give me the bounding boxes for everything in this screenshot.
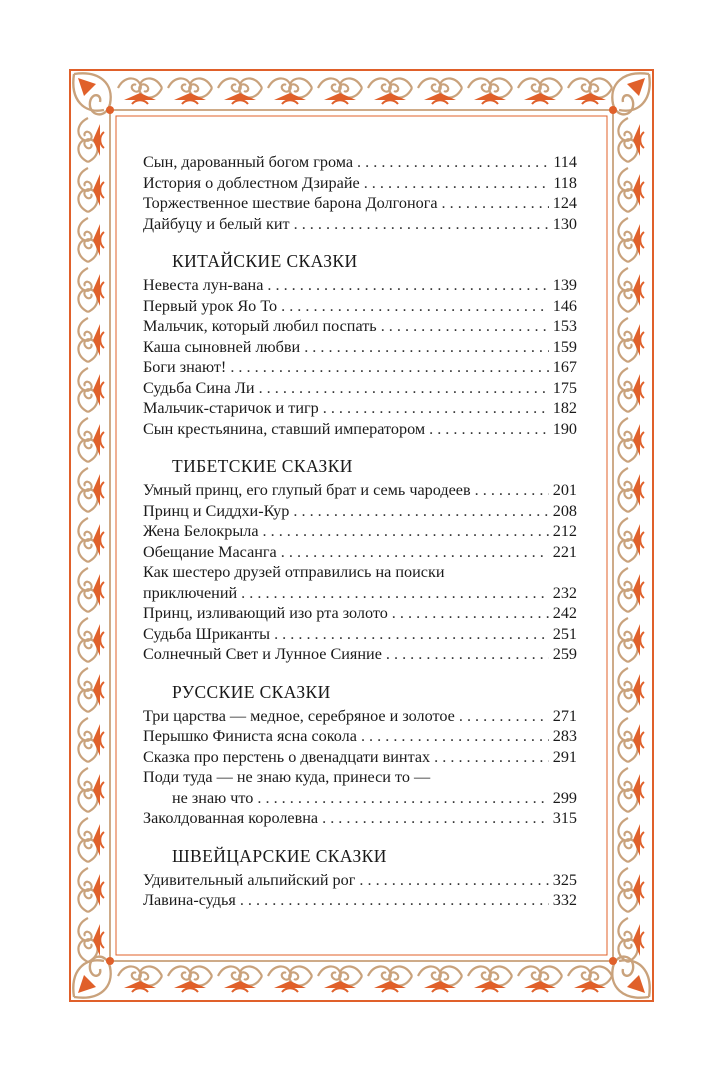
toc-entry-multiline xyxy=(143,767,577,808)
toc-entry xyxy=(143,747,577,768)
toc-entry-title: История о доблестном Дзирайе xyxy=(143,173,360,192)
toc-entry xyxy=(143,214,577,235)
toc-entry-page: 242 xyxy=(552,604,577,622)
toc-entry xyxy=(143,296,577,317)
toc-entry-title-line1: Поди туда — не знаю куда, принеси то — xyxy=(143,768,431,786)
toc-entry xyxy=(143,644,577,665)
toc-entry-title: Жена Белокрыла xyxy=(143,522,259,540)
toc-entry-page: 208 xyxy=(552,501,577,520)
toc-entry-title: Дайбуцу и белый кит xyxy=(143,214,290,233)
dot-leader xyxy=(263,521,549,542)
toc-entry-title: Сын крестьянина, ставший императором xyxy=(143,419,426,438)
toc-entry-title: Мальчик-старичок и тигр xyxy=(143,399,319,417)
toc-entry-page: 221 xyxy=(552,542,577,561)
toc-entry-title: приключений xyxy=(143,583,238,602)
toc-entry xyxy=(143,890,577,911)
dot-leader xyxy=(241,583,549,604)
toc-entry-title: Лавина-судья xyxy=(143,891,236,909)
dot-leader xyxy=(429,419,549,440)
toc-entry xyxy=(143,501,577,522)
toc-entry xyxy=(143,193,577,214)
table-of-contents xyxy=(143,152,577,911)
toc-entry xyxy=(143,378,577,399)
toc-entry xyxy=(143,624,577,645)
toc-entry-title: Принц, изливающий изо рта золото xyxy=(143,604,388,622)
toc-entry-title: Умный принц, его глупый брат и семь чародеев xyxy=(143,481,471,499)
toc-entry-page: 114 xyxy=(553,153,577,171)
toc-entry-page: 130 xyxy=(552,214,577,233)
dot-leader xyxy=(386,644,549,665)
dot-leader xyxy=(257,788,548,809)
toc-entry-page: 124 xyxy=(552,194,577,212)
dot-leader xyxy=(293,501,548,522)
section-title-chinese: КИТАЙСКИЕ СКАЗКИ xyxy=(172,251,358,271)
dot-leader xyxy=(281,542,549,563)
toc-entry-title: Мальчик, который любил поспать xyxy=(143,317,377,335)
dot-leader xyxy=(361,726,549,747)
toc-entry-page: 212 xyxy=(552,522,577,540)
toc-entry-page: 175 xyxy=(552,378,577,397)
dot-leader xyxy=(434,747,549,768)
dot-leader xyxy=(392,603,549,624)
toc-entry-page: 259 xyxy=(552,645,577,663)
toc-entry xyxy=(143,726,577,747)
toc-entry-multiline xyxy=(143,562,577,603)
toc-entry-title: Солнечный Свет и Лунное Сияние xyxy=(143,645,382,663)
toc-entry-page: 315 xyxy=(552,809,577,827)
dot-leader xyxy=(322,808,549,829)
toc-entry-page: 182 xyxy=(552,399,577,417)
toc-entry-page: 251 xyxy=(552,624,577,643)
section-title-swiss: ШВЕЙЦАРСКИЕ СКАЗКИ xyxy=(172,845,387,866)
toc-entry-page: 299 xyxy=(552,788,577,807)
toc-entry-page: 291 xyxy=(552,747,577,766)
toc-entry-page: 271 xyxy=(552,706,577,725)
toc-entry xyxy=(143,337,577,358)
dot-leader xyxy=(259,378,549,399)
dot-leader xyxy=(359,870,548,891)
toc-entry-page: 167 xyxy=(552,358,577,376)
dot-leader xyxy=(442,193,549,214)
toc-entry-page: 159 xyxy=(552,337,577,356)
toc-entry xyxy=(143,173,577,194)
toc-entry-title: Первый урок Яо То xyxy=(143,296,278,315)
dot-leader xyxy=(475,480,549,501)
toc-entry-page: 190 xyxy=(552,419,577,438)
toc-entry xyxy=(143,808,577,829)
toc-entry xyxy=(143,603,577,624)
toc-entry xyxy=(143,152,577,173)
toc-entry-title: Каша сыновней любви xyxy=(143,337,301,356)
dot-leader xyxy=(230,357,548,378)
toc-entry xyxy=(143,706,577,727)
toc-entry-title: Обещание Масанга xyxy=(143,542,277,561)
toc-entry xyxy=(143,357,577,378)
toc-entry-page: 332 xyxy=(552,891,577,909)
dot-leader xyxy=(381,316,549,337)
dot-leader xyxy=(294,214,549,235)
toc-entry-page: 201 xyxy=(552,481,577,499)
dot-leader xyxy=(357,152,549,173)
dot-leader xyxy=(364,173,550,194)
toc-entry xyxy=(143,419,577,440)
toc-entry-title: Боги знают! xyxy=(143,358,227,376)
dot-leader xyxy=(274,624,549,645)
toc-entry xyxy=(143,542,577,563)
toc-entry xyxy=(143,316,577,337)
toc-entry xyxy=(143,870,577,891)
dot-leader xyxy=(267,275,548,296)
toc-entry-title: Перышко Финиста ясна сокола xyxy=(143,727,357,745)
toc-entry-page: 139 xyxy=(552,276,577,294)
toc-entry-title: Торжественное шествие барона Долгонога xyxy=(143,194,438,212)
dot-leader xyxy=(459,706,549,727)
toc-entry-title: Три царства — медное, серебряное и золотое xyxy=(143,706,455,725)
toc-entry-title: Сказка про перстень о двенадцати винтах xyxy=(143,747,431,766)
dot-leader xyxy=(240,890,549,911)
section-title-russian: РУССКИЕ СКАЗКИ xyxy=(172,681,331,702)
toc-entry-title-line1: Как шестеро друзей отправились на поиски xyxy=(143,563,445,581)
toc-entry xyxy=(143,521,577,542)
toc-entry-page: 153 xyxy=(552,317,577,335)
toc-entry xyxy=(143,398,577,419)
toc-entry-title: Сын, дарованный богом грома xyxy=(143,153,354,171)
dot-leader xyxy=(281,296,549,317)
toc-entry-page: 232 xyxy=(552,583,577,602)
toc-entry-page: 118 xyxy=(553,173,577,192)
toc-entry-title: Невеста лун-вана xyxy=(143,276,264,294)
toc-entry-title: не знаю что xyxy=(172,788,254,807)
dot-leader xyxy=(323,398,549,419)
toc-entry-page: 283 xyxy=(552,727,577,745)
toc-entry-page: 325 xyxy=(552,870,577,889)
toc-entry-title: Судьба Шриканты xyxy=(143,624,271,643)
toc-entry xyxy=(143,480,577,501)
section-title-tibetan: ТИБЕТСКИЕ СКАЗКИ xyxy=(172,456,353,476)
toc-entry-title: Удивительный альпийский рог xyxy=(143,870,356,889)
toc-entry-title: Принц и Сиддхи-Кур xyxy=(143,501,290,520)
dot-leader xyxy=(304,337,549,358)
toc-entry-page: 146 xyxy=(552,296,577,315)
toc-entry-title: Судьба Сина Ли xyxy=(143,378,255,397)
toc-entry-title: Заколдованная королевна xyxy=(143,809,319,827)
toc-entry xyxy=(143,275,577,296)
